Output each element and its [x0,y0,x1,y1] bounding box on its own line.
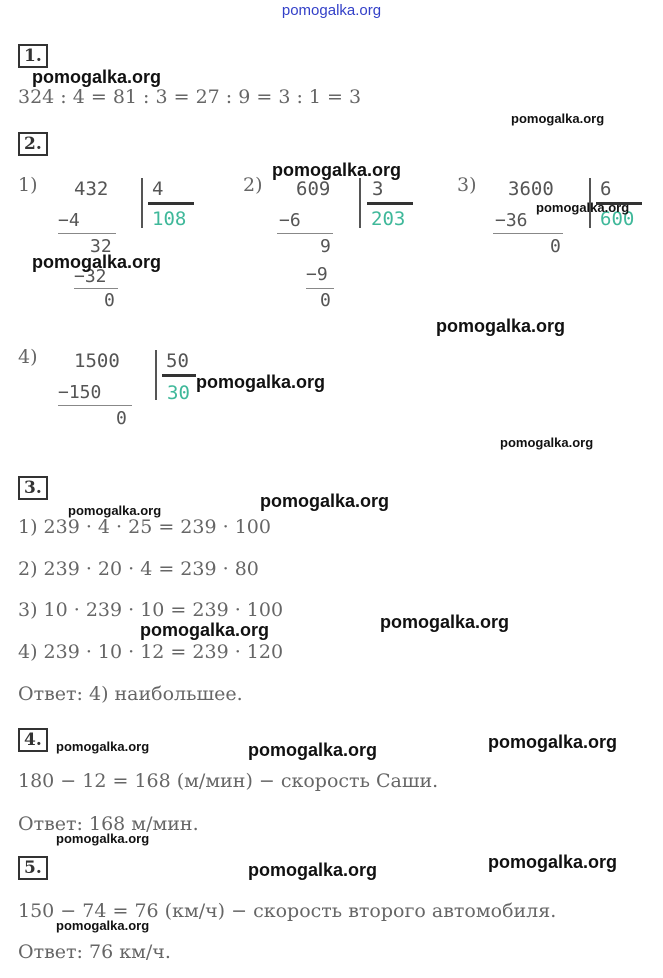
division-2-subtract-2: −9 [306,264,328,285]
watermark: pomogalka.org [500,435,594,450]
division-4-quotient: 30 [167,382,190,404]
division-1-divisor-bar [148,202,194,205]
task-1-number: 1. [18,44,48,68]
watermark: pomogalka.org [56,918,150,933]
division-3-divisor: 6 [600,178,612,200]
division-1-subtract-2: −32 [74,266,107,287]
task-4-answer: Ответ: 168 м/мин. [18,813,199,835]
division-2-divisor: 3 [372,178,384,200]
watermark: pomogalka.org [436,316,566,336]
task-4-expression: 180 − 12 = 168 (м/мин) − скорость Саши. [18,770,439,792]
watermark: pomogalka.org [32,252,162,272]
watermark: pomogalka.org [68,503,162,518]
division-1-label: 1) [18,174,38,196]
division-1-dividend: 432 [74,178,109,200]
division-4-divisor: 50 [166,350,189,372]
watermark: pomogalka.org [260,491,390,511]
division-3-dividend: 3600 [508,178,554,200]
division-1-remainder-2: 0 [104,290,115,311]
division-2-subtract-1: −6 [279,210,301,231]
division-4-line-1 [58,405,132,406]
watermark: pomogalka.org [380,612,510,632]
division-1-remainder-1: 32 [90,236,112,257]
watermark: pomogalka.org [196,372,326,392]
task-1-expression: 324 : 4 = 81 : 3 = 27 : 9 = 3 : 1 = 3 [18,86,362,108]
division-3-quotient: 600 [600,208,635,230]
division-2-label: 2) [243,174,263,196]
division-2-line-2 [306,288,334,289]
watermark: pomogalka.org [488,732,618,752]
division-4-remainder-1: 0 [116,408,127,429]
watermark: pomogalka.org [248,740,378,760]
division-2-bracket [359,178,361,228]
watermark: pomogalka.org [488,852,618,872]
watermark: pomogalka.org [536,200,630,215]
watermark: pomogalka.org [248,860,378,880]
division-2-dividend: 609 [296,178,331,200]
task-3-answer: Ответ: 4) наибольшее. [18,683,243,705]
division-2-quotient: 203 [371,208,406,230]
task-3-number: 3. [18,476,48,500]
watermark: pomogalka.org [511,111,605,126]
watermark: pomogalka.org [272,160,402,180]
division-4-label: 4) [18,346,38,368]
task-4-number: 4. [18,728,48,752]
division-2-remainder-2: 0 [320,290,331,311]
watermark: pomogalka.org [56,739,150,754]
division-2-line-1 [277,233,333,234]
watermark: pomogalka.org [56,831,150,846]
site-link-top[interactable]: pomogalka.org [281,2,382,19]
division-4-dividend: 1500 [74,350,120,372]
division-1-divisor: 4 [152,178,164,200]
division-4-subtract-1: −150 [58,382,102,403]
task-5-expression: 150 − 74 = 76 (км/ч) − скорость второго автомобиля. [18,900,557,922]
watermark: pomogalka.org [32,67,162,87]
division-3-line-1 [493,233,563,234]
division-1-quotient: 108 [152,208,187,230]
task-3-line-2: 2) 239 · 20 · 4 = 239 · 80 [18,558,259,580]
division-3-remainder-1: 0 [550,236,561,257]
division-3-subtract-1: −36 [495,210,528,231]
division-1-line-2 [74,288,118,289]
watermark: pomogalka.org [140,620,270,640]
division-3-label: 3) [457,174,477,196]
division-1-subtract-1: −4 [58,210,80,231]
task-5-number: 5. [18,856,48,880]
division-2-divisor-bar [367,202,413,205]
division-1-line-1 [58,233,116,234]
task-5-answer: Ответ: 76 км/ч. [18,941,171,963]
task-2-number: 2. [18,132,48,156]
task-3-line-4: 4) 239 · 10 · 12 = 239 · 120 [18,641,284,663]
division-4-divisor-bar [162,374,196,377]
division-2-remainder-1: 9 [320,236,331,257]
division-4-bracket [155,350,157,400]
task-3-line-3: 3) 10 · 239 · 10 = 239 · 100 [18,599,284,621]
division-1-bracket [141,178,143,228]
task-3-line-1: 1) 239 · 4 · 25 = 239 · 100 [18,516,271,538]
